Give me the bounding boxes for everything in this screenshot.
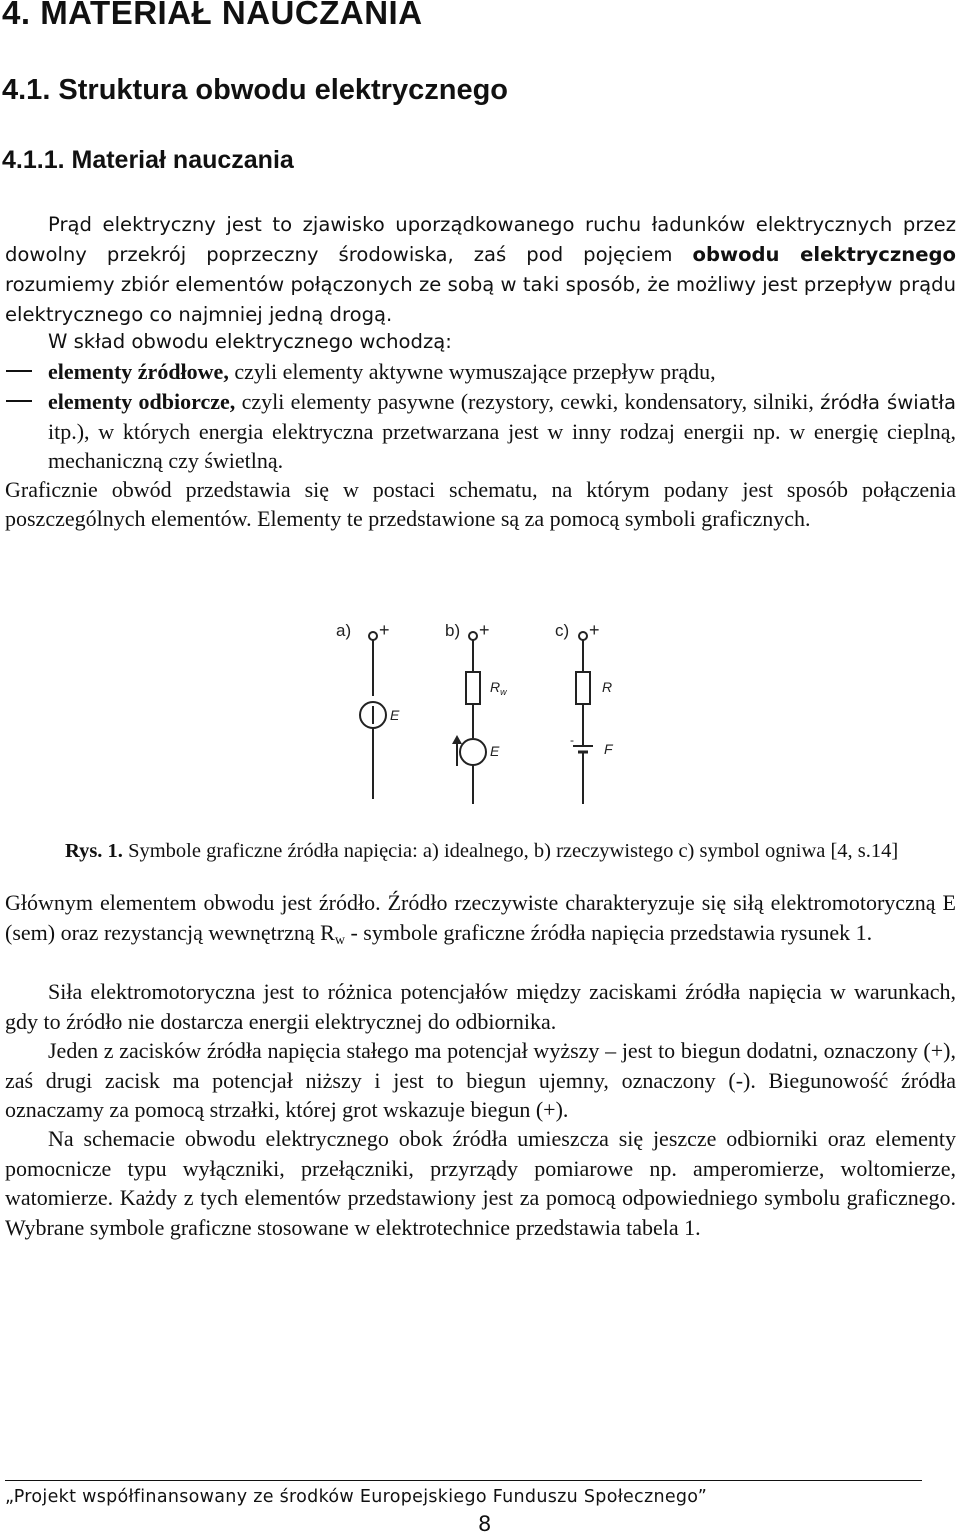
emf-label: E	[390, 707, 400, 723]
footer-rule	[5, 1480, 922, 1481]
figure-label-b: b)	[445, 621, 461, 640]
page-number: 8	[478, 1512, 492, 1536]
svg-text:+: +	[479, 620, 490, 640]
subsection-title: 4.1.1. Materiał nauczania	[2, 146, 294, 174]
footer-text: „Projekt współfinansowany ze środków Europejskiego Funduszu Społecznego”	[5, 1487, 708, 1507]
internal-resistance-label: $R_w$	[490, 679, 507, 697]
resistor-label: R	[602, 679, 613, 695]
minus-sign: -	[570, 733, 574, 747]
main-element-paragraph: Głównym elementem obwodu jest źródło. Źródło rzeczywiste charakteryzuje się siłą elektromotoryczną E (sem) oraz rezystancją wewnętrzną $R_w$ - symbole graficzne źródła napięcia przedstawia rysunek 1.	[5, 890, 956, 948]
svg-text:E: E	[490, 743, 500, 759]
figure-label-c: c)	[555, 621, 570, 640]
svg-text:+: +	[589, 620, 600, 640]
plus-sign: +	[379, 620, 390, 640]
composition-intro: W skład obwodu elektrycznego wchodzą:	[48, 330, 452, 353]
ideal-source-symbol	[360, 632, 386, 799]
circuit-elements-paragraph: Na schemacie obwodu elektrycznego obok źródła umieszcza się jeszcze odbiorniki oraz elementy pomocnicze typu wyłączniki, przełączniki, przyrządy pomiarowe np. amperomierze, woltomierze, watomierze. Każdy z tych elementów przedstawiony jest za pomocą odpowiedniego symbolu graficznego. Wybrane symbole graficzne stosowane w elektrotechnice przedstawia tabela 1.	[5, 1126, 956, 1240]
list-dash	[6, 400, 32, 402]
polarity-paragraph: Jeden z zacisków źródła napięcia stałego ma potencjał wyższy – jest to biegun dodatni, oznaczony (+), zaś drugi zacisk ma potencjał niższy i jest to biegun ujemny, oznaczony (-). Biegunowość źródła oznaczamy za pomocą strzałki, której grot wskazuje biegun (+).	[5, 1038, 956, 1122]
list-item-receivers: elementy odbiorcze, czyli elementy pasywne (rezystory, cewki, kondensatory, silniki, źródła światła itp.), w których energia elektryczna przetwarzana jest w inny rodzaj energii np. w energię cieplną, mechaniczną czy świetlną.	[48, 389, 956, 473]
list-dash	[6, 370, 32, 372]
section-title: 4.1. Struktura obwodu elektrycznego	[2, 74, 508, 106]
real-source-symbol	[460, 632, 486, 804]
list-item-sources: elementy źródłowe, czyli elementy aktywne wymuszające przepływ prądu,	[48, 359, 716, 384]
intro-paragraph: Prąd elektryczny jest to zjawisko uporządkowanego ruchu ładunków elektrycznych przez dowolny przekrój poprzeczny środowiska, zaś pod pojęciem obwodu elektrycznego rozumiemy zbiór elementów połączonych ze sobą w taki sposób, że możliwy jest przepływ prądu elektrycznego co najmniej jedną drogą.	[5, 213, 957, 326]
figure-caption: Rys. 1. Symbole graficzne źródła napięcia: a) idealnego, b) rzeczywistego c) symbol ogniwa [4, s.14]	[65, 840, 899, 862]
emf-definition-paragraph: Siła elektromotoryczna jest to różnica potencjałów między zaciskami źródła napięcia w warunkach, gdy to źródło nie dostarcza energii elektrycznej do odbiornika.	[5, 979, 956, 1034]
graphic-paragraph: Graficznie obwód przedstawia się w postaci schematu, na którym podany jest sposób połączenia poszczególnych elementów. Elementy te przedstawione są za pomocą symboli graficznych.	[5, 477, 956, 531]
chapter-title: 4. MATERIAŁ NAUCZANIA	[2, 0, 423, 31]
cell-emf-label: F	[604, 741, 613, 757]
bold-term: obwodu elektrycznego	[692, 243, 957, 266]
arrow-head-icon	[452, 735, 462, 744]
cell-symbol	[573, 632, 593, 804]
voltage-source-symbols-figure	[330, 614, 640, 814]
figure-label-a: a)	[336, 621, 352, 640]
